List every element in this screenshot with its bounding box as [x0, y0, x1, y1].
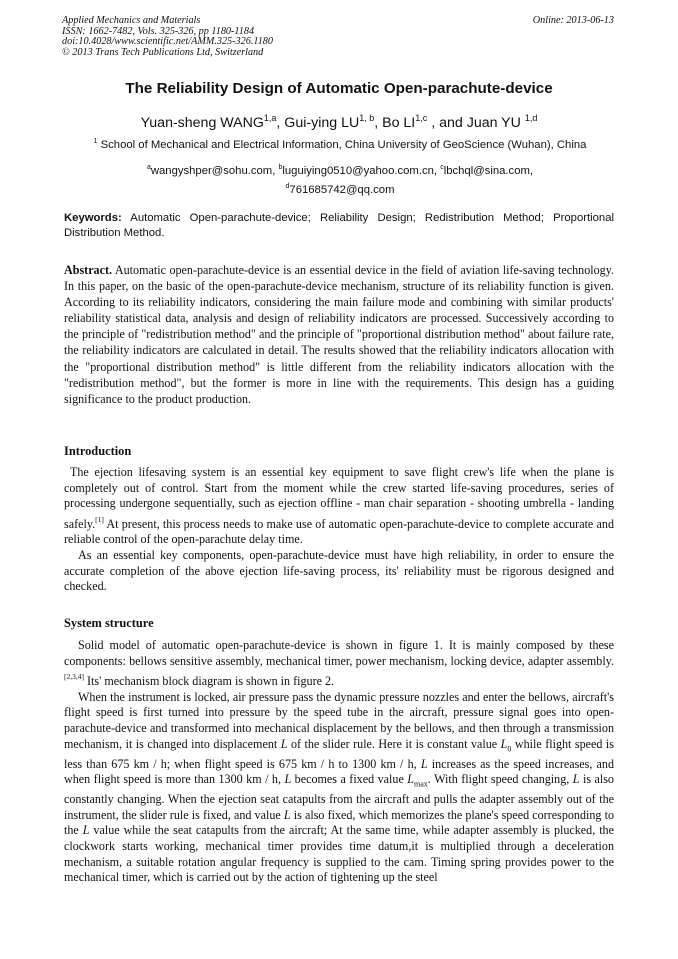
journal-name: Applied Mechanics and Materials — [62, 15, 201, 26]
email-link[interactable]: luguiying0510@yahoo.com.cn — [282, 165, 434, 177]
citation: [2,3,4] — [64, 672, 84, 682]
abstract-label: Abstract. — [64, 263, 113, 277]
email-sup: b — [278, 164, 283, 171]
system-structure-heading: System structure — [64, 616, 154, 630]
paragraph — [64, 638, 614, 690]
variable-L: L — [572, 772, 580, 787]
issn-line: ISSN: 1662-7482, Vols. 325-326, pp 1180-1184 — [62, 25, 255, 37]
email-sup: d — [285, 183, 290, 190]
abstract-text: Automatic open-parachute-device is an essential device in the field of aviation life-saving technology. In this paper, on the basic of the open-parachute-device mechanism, structure of its reliability function is given. According to its reliability indicators, considering the main failure mode and combining with similar products' reliability statistical data, analysis and design of reliability indicators are processed. Successively according to the principle of "redistribution method" and the principle of "proportional distribution method" about failure rate, the reliability indicators are calculated in detail. The results showed that the reliability indicators allocation with the "proportional distribution method" is little different from the reliability indicators allocation with the "redistribution method", but the former is more in line with the requirements. This design has a guiding significance to the product production. — [64, 263, 615, 406]
paragraph-text: When the instrument is locked, air pressure pass the dynamic pressure nozzles and enter the bellows, aircraft's flight speed is first turned into pressure by the speed tube in the aircraft, pressure signal goes into open-parachute-device and transformed into mechanical displacement by the bellows, and then through a transmission mechanism, it is changed into displacement — [64, 689, 614, 751]
paragraph-text: becomes a fixed value — [291, 772, 408, 787]
author-name: Juan YU — [466, 115, 521, 131]
paragraph-text: of the slider rule. Here it is constant value — [287, 736, 501, 751]
abstract-block — [64, 262, 614, 407]
paragraph-text: The ejection lifesaving system is an essential key equipment to save flight crew's life when the plane is completely out of control. Start from the moment while the crew started life-saving procedures, series of processing undergone sequentially, such as ejection offline - man chair separation - shooting umbrella - landing safely. — [64, 465, 614, 531]
affiliation-text: School of Mechanical and Electrical Information, China University of GeoScience (Wuhan), China — [100, 139, 587, 151]
paragraph — [64, 690, 614, 886]
subscript: max — [414, 779, 428, 789]
variable-L: L — [420, 756, 428, 771]
author-sup: 1,a — [263, 113, 277, 123]
copyright-line: © 2013 Trans Tech Publications Ltd, Switzerland — [62, 46, 264, 58]
paragraph-text: At present, this process needs to make use of automatic open-parachute-device to complete accurate and reliable control of the open-parachute delay time. — [64, 516, 614, 547]
paragraph-text: is also fixed, which memorizes the plane's speed corresponding to the — [64, 807, 614, 838]
paragraph-text: is also constantly changing. When the ejection seat catapults from the aircraft and pulls the adapter assembly out of the instrument, the slider rule is fixed, and value — [64, 772, 614, 822]
affiliation-sup: 1 — [93, 138, 98, 145]
email-sup: c — [440, 164, 444, 171]
author-name: Yuan-sheng WANG — [140, 115, 264, 131]
online-date: Online: 2013-06-13 — [532, 15, 614, 26]
affiliation — [62, 138, 618, 151]
paragraph — [64, 465, 614, 548]
author-name: Bo LI — [382, 115, 416, 131]
keywords-text: Automatic Open-parachute-device; Reliability Design; Redistribution Method; Proportional Distribution Method. — [64, 212, 614, 239]
variable-L: L — [283, 807, 291, 822]
introduction-body — [64, 465, 614, 595]
system-structure-body — [64, 638, 614, 886]
variable-L: L — [82, 823, 90, 838]
variable-L0: L — [500, 736, 508, 751]
author-sup: 1, b — [359, 113, 375, 123]
journal-header — [62, 16, 273, 58]
paragraph-text: . With flight speed changing, — [427, 772, 573, 787]
author-list: Yuan-sheng WANG$^{1,a}$, Gui-ying LU$^{1, b}$, Bo LI$^{1,c}$ , and Juan YU $^{1,d}$ — [140, 113, 538, 131]
author-sup: 1,c — [415, 113, 428, 123]
doi-line: doi:10.4028/www.scientific.net/AMM.325-326.1180 — [62, 36, 273, 48]
email-sup: a — [146, 164, 151, 171]
author-name: Gui-ying LU — [284, 115, 360, 131]
variable-L: L — [284, 772, 292, 787]
paragraph-text: while flight speed is less than 675 km / h; when flight speed is 675 km / h to 1300 km / h, — [64, 736, 614, 771]
introduction-heading: Introduction — [64, 444, 132, 458]
paragraph-text: value while the seat catapults from the aircraft; At the same time, while adapter assembly is plucked, the clockwork starts working, mechanical timer provides time datum,it is multiplied through a deceleration mechanism, a suitable rotation angular frequency is supplied to the cam. Timing spring provides power to the mechanical timer, which is carried out by the action of tightening up the steel — [64, 823, 614, 885]
keywords-block — [64, 211, 614, 241]
email-list: $^a$wangyshper@sohu.com, $^b$luguiying0510@yahoo.com.cn, $^c$lbchql@sina.com, $^d$761685742@qq.com — [146, 164, 534, 196]
paper-title: The Reliability Design of Automatic Open-parachute-device — [125, 80, 553, 97]
variable-Lmax: L — [407, 772, 415, 787]
subscript: 0 — [507, 743, 512, 753]
paragraph-text: Its' mechanism block diagram is shown in figure 2. — [84, 674, 335, 689]
email-link[interactable]: wangyshper@sohu.com — [150, 165, 273, 177]
email-link[interactable]: lbchql@sina.com — [443, 165, 530, 177]
variable-L: L — [280, 736, 288, 751]
keywords-label: Keywords: — [64, 212, 122, 224]
author-sup: 1,d — [524, 113, 538, 123]
paragraph-text: increases as the speed increases, and when flight speed is more than 1300 km / h, — [64, 756, 614, 787]
email-link[interactable]: 761685742@qq.com — [289, 184, 395, 196]
paragraph-text: Solid model of automatic open-parachute-device is shown in figure 1. It is mainly composed by these components: bellows sensitive assembly, mechanical timer, power mechanism, locking device, adapter assembly. — [64, 638, 614, 668]
paragraph: As an essential key components, open-parachute-device must have high reliability, in order to ensure the accurate completion of the above ejection life-saving process, its' reliability must be rigorous designed and checked. — [64, 547, 614, 594]
citation: [1] — [95, 514, 104, 524]
